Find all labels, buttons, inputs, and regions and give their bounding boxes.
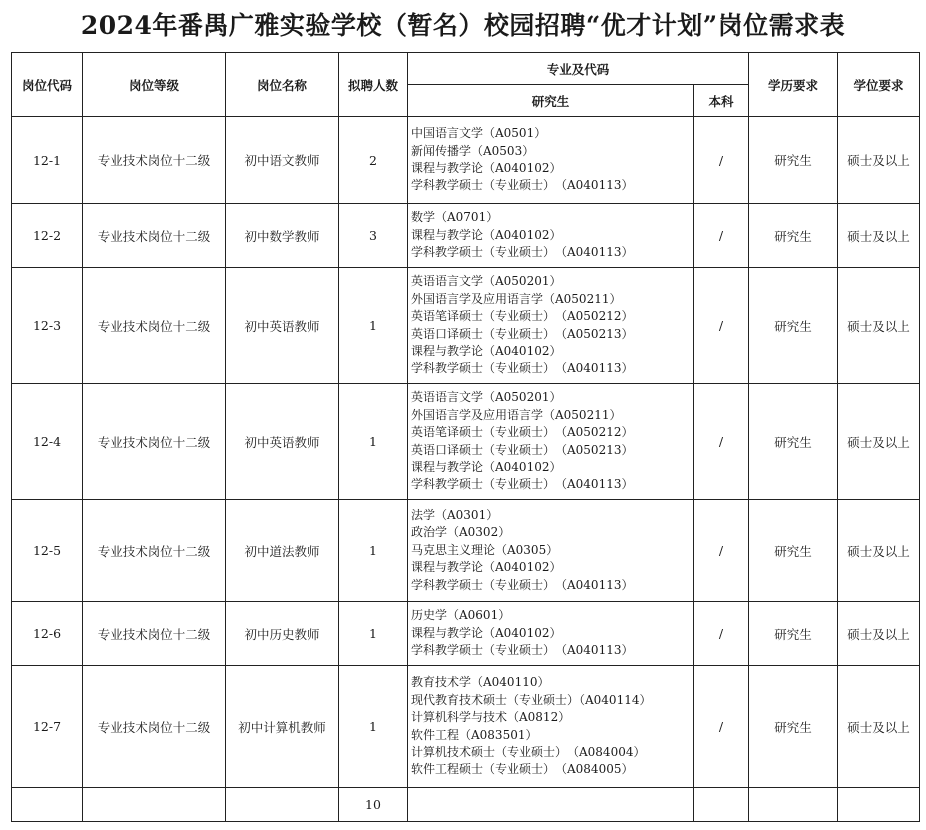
graduate-majors (408, 204, 694, 268)
major-item: 软件工程（A083501） (411, 727, 538, 742)
undergrad-majors: / (694, 384, 749, 500)
header-major-group: 专业及代码 (408, 53, 749, 85)
major-item: 新闻传播学（A0503） (411, 143, 535, 158)
table-row (12, 602, 920, 666)
undergrad-majors: / (694, 500, 749, 602)
total-empty-cell (694, 788, 749, 822)
graduate-majors (408, 500, 694, 602)
total-empty-cell (12, 788, 83, 822)
position-code: 12-6 (12, 602, 83, 666)
position-level: 专业技术岗位十二级 (83, 268, 226, 384)
undergrad-majors: / (694, 268, 749, 384)
major-item: 数学（A0701） (411, 210, 499, 225)
hire-count: 1 (339, 268, 408, 384)
major-item: 外国语言学及应用语言学（A050211） (411, 291, 622, 306)
major-item: 软件工程硕士（专业硕士） （A084005） (411, 762, 634, 777)
major-item: 学科教学硕士（专业硕士） （A040113） (411, 643, 634, 658)
table-row (12, 204, 920, 268)
education-requirement: 研究生 (749, 384, 838, 500)
position-code: 12-3 (12, 268, 83, 384)
hire-count: 1 (339, 500, 408, 602)
total-row (12, 788, 920, 822)
header-undergrad: 本科 (694, 85, 749, 117)
education-requirement: 研究生 (749, 500, 838, 602)
position-code: 12-2 (12, 204, 83, 268)
graduate-majors (408, 117, 694, 204)
table-row (12, 384, 920, 500)
position-name: 初中计算机教师 (226, 666, 339, 788)
hire-count: 1 (339, 602, 408, 666)
major-item: 学科教学硕士（专业硕士） （A040113） (411, 577, 634, 592)
header-name: 岗位名称 (226, 53, 339, 117)
degree-requirement: 硕士及以上 (838, 666, 920, 788)
degree-requirement: 硕士及以上 (838, 117, 920, 204)
position-level: 专业技术岗位十二级 (83, 384, 226, 500)
position-name: 初中语文教师 (226, 117, 339, 204)
graduate-majors (408, 384, 694, 500)
table-row (12, 117, 920, 204)
table-row (12, 268, 920, 384)
header-graduate: 研究生 (408, 85, 694, 117)
hire-count: 2 (339, 117, 408, 204)
position-name: 初中数学教师 (226, 204, 339, 268)
major-item: 英语笔译硕士（专业硕士） （A050212） (411, 309, 634, 324)
hire-count: 3 (339, 204, 408, 268)
header-count: 拟聘人数 (339, 53, 408, 117)
major-item: 英语笔译硕士（专业硕士） （A050212） (411, 425, 634, 440)
total-empty-cell (408, 788, 694, 822)
education-requirement: 研究生 (749, 666, 838, 788)
degree-requirement: 硕士及以上 (838, 268, 920, 384)
job-requirements-table (11, 52, 920, 822)
header-row-1 (12, 53, 920, 85)
position-code: 12-5 (12, 500, 83, 602)
position-name: 初中历史教师 (226, 602, 339, 666)
undergrad-majors: / (694, 666, 749, 788)
education-requirement: 研究生 (749, 117, 838, 204)
position-code: 12-1 (12, 117, 83, 204)
header-degree: 学位要求 (838, 53, 920, 117)
major-item: 学科教学硕士（专业硕士） （A040113） (411, 178, 634, 193)
hire-count: 1 (339, 666, 408, 788)
degree-requirement: 硕士及以上 (838, 602, 920, 666)
degree-requirement: 硕士及以上 (838, 500, 920, 602)
major-item: 英语语言文学（A050201） (411, 390, 562, 405)
major-item: 课程与教学论（A040102） (411, 625, 562, 640)
education-requirement: 研究生 (749, 602, 838, 666)
major-item: 课程与教学论（A040102） (411, 560, 562, 575)
total-empty-cell (83, 788, 226, 822)
education-requirement: 研究生 (749, 268, 838, 384)
header-code: 岗位代码 (12, 53, 83, 117)
major-item: 课程与教学论（A040102） (411, 343, 562, 358)
major-item: 课程与教学论（A040102） (411, 459, 562, 474)
major-item: 学科教学硕士（专业硕士） （A040113） (411, 245, 634, 260)
undergrad-majors: / (694, 117, 749, 204)
header-education: 学历要求 (749, 53, 838, 117)
major-item: 计算机技术硕士（专业硕士） （A084004） (411, 744, 646, 759)
page-title: 2024年番禺广雅实验学校（暂名）校园招聘“优才计划”岗位需求表 (80, 11, 846, 40)
table-body (12, 117, 920, 788)
undergrad-majors: / (694, 204, 749, 268)
major-item: 政治学（A0302） (411, 525, 511, 540)
position-level: 专业技术岗位十二级 (83, 500, 226, 602)
major-item: 英语口译硕士（专业硕士） （A050213） (411, 326, 634, 341)
major-item: 课程与教学论（A040102） (411, 227, 562, 242)
header-level: 岗位等级 (83, 53, 226, 117)
major-item: 外国语言学及应用语言学（A050211） (411, 407, 622, 422)
position-level: 专业技术岗位十二级 (83, 117, 226, 204)
major-item: 英语语言文学（A050201） (411, 274, 562, 289)
major-item: 历史学（A0601） (411, 608, 511, 623)
graduate-majors (408, 268, 694, 384)
position-level: 专业技术岗位十二级 (83, 602, 226, 666)
position-code: 12-7 (12, 666, 83, 788)
total-count: 10 (339, 788, 408, 822)
total-empty-cell (838, 788, 920, 822)
major-item: 学科教学硕士（专业硕士） （A040113） (411, 361, 634, 376)
major-item: 法学（A0301） (411, 507, 499, 522)
position-name: 初中英语教师 (226, 268, 339, 384)
major-item: 英语口译硕士（专业硕士） （A050213） (411, 442, 634, 457)
table-row (12, 666, 920, 788)
total-empty-cell (226, 788, 339, 822)
education-requirement: 研究生 (749, 204, 838, 268)
position-level: 专业技术岗位十二级 (83, 204, 226, 268)
major-item: 马克思主义理论（A0305） (411, 542, 559, 557)
table-row (12, 500, 920, 602)
major-item: 教育技术学（A040110） (411, 675, 550, 690)
major-item: 课程与教学论（A040102） (411, 161, 562, 175)
graduate-majors (408, 602, 694, 666)
graduate-majors (408, 666, 694, 788)
position-name: 初中道法教师 (226, 500, 339, 602)
position-name: 初中英语教师 (226, 384, 339, 500)
position-code: 12-4 (12, 384, 83, 500)
degree-requirement: 硕士及以上 (838, 384, 920, 500)
major-item: 现代教育技术硕士（专业硕士）（A040114） (411, 692, 652, 707)
major-item: 计算机科学与技术（A0812） (411, 710, 571, 725)
major-item: 学科教学硕士（专业硕士） （A040113） (411, 477, 634, 492)
total-empty-cell (749, 788, 838, 822)
major-item: 中国语言文学（A0501） (411, 126, 547, 141)
position-level: 专业技术岗位十二级 (83, 666, 226, 788)
degree-requirement: 硕士及以上 (838, 204, 920, 268)
hire-count: 1 (339, 384, 408, 500)
undergrad-majors: / (694, 602, 749, 666)
